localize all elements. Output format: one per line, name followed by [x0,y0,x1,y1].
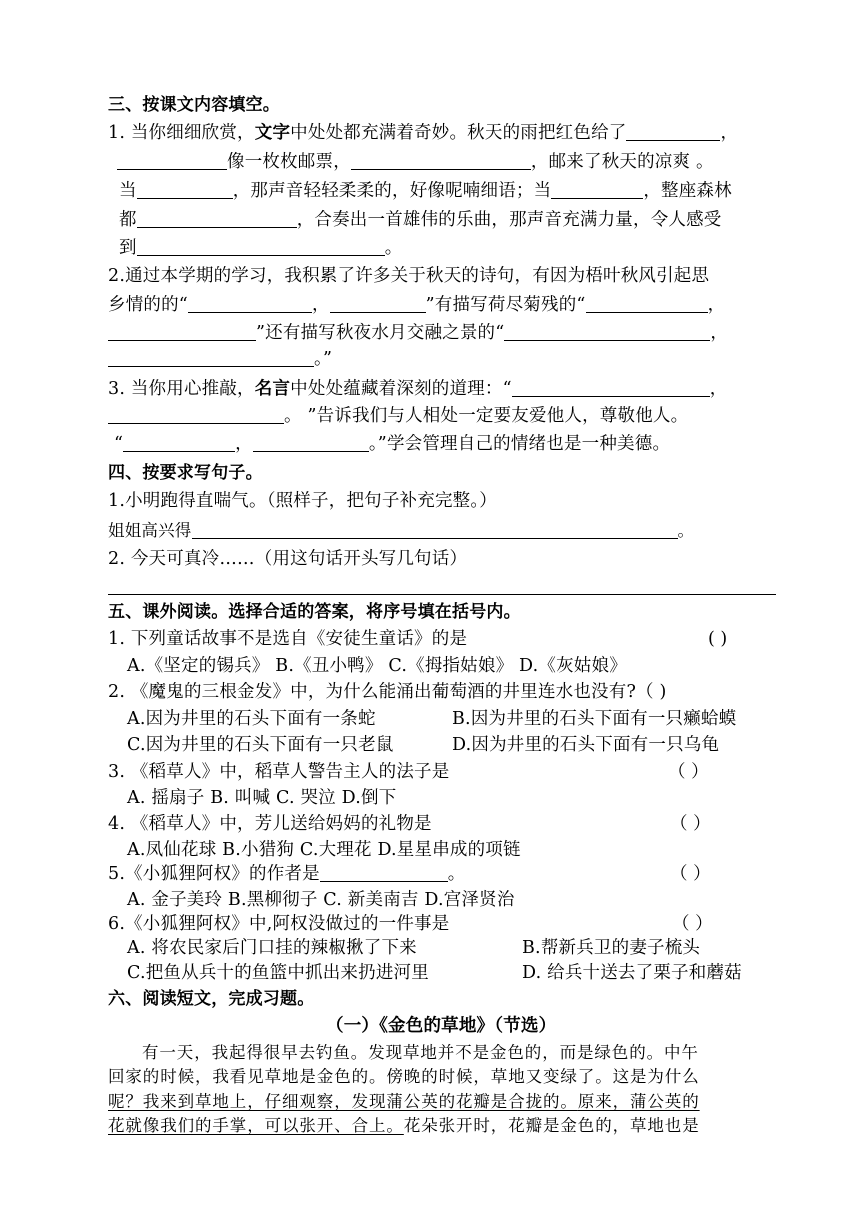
s5-q5 [108,861,466,887]
blank[interactable] [137,180,233,199]
s3-q1-line3 [119,178,732,204]
s5-q2-option-b: B.因为井里的石头下面有一只癞蛤蟆 [452,709,737,729]
s5-q3: 3. 《稻草人》中，稻草人警告主人的法子是 [108,762,450,782]
s5-q2-option-a: A.因为井里的石头下面有一条蛇 [127,709,376,729]
blank[interactable] [351,151,531,170]
text: 。” [314,349,333,369]
blank[interactable] [192,520,678,539]
text: 。”学会管理自己的情绪也是一种美德。 [368,434,671,454]
s4-q2: 2. 今天可真冷……（用这句话开头写几句话） [108,549,468,569]
s5-q4-options: A.凤仙花球 B.小猎狗 C.大理花 D.星星串成的项链 [127,840,521,860]
blank[interactable] [253,433,369,452]
section-3-heading: 三、按课文内容填空。 [108,95,280,115]
s3-q3-line3 [114,431,670,457]
s3-q2-line3 [108,320,728,346]
text: ，整座森林 [643,181,732,201]
s3-q1-line2 [117,149,714,175]
s3-q2-line1: 2.通过本学期的学习，我积累了许多关于秋天的诗句，有因为梧叶秋风引起思 [108,266,710,286]
text: 都 [119,210,137,230]
blank[interactable] [117,151,227,170]
passage-line-4 [108,1113,700,1139]
text: 像一枚枚邮票， [227,152,351,172]
blank[interactable] [512,378,710,397]
section-5-heading: 五、课外阅读。选择合适的答案，将序号填在括号内。 [108,602,521,622]
s5-q1: 1. 下列童话故事不是选自《安徒生童话》的是 [108,629,468,649]
s5-q6-option-b: B.帮新兵卫的妻子梳头 [522,938,701,958]
text: 姐姐高兴得 [108,521,192,540]
s4-q1-answer [108,518,694,544]
s5-q5-options: A. 金子美玲 B.黑柳彻子 C. 新美南吉 D.宫泽贤治 [127,890,515,910]
passage-title: （一）《金色的草地》（节选） [326,1016,557,1036]
text: 5.《小狐狸阿权》的作者是 [108,864,320,884]
s5-q2: 2. 《魔鬼的三根金发》中，为什么能涌出葡萄酒的井里连水也没有?（ ) [108,682,667,702]
text: ， [709,379,728,399]
answer-paren[interactable]: （ ） [668,762,709,782]
text: 3. 当你用心推敲， [108,379,255,399]
blank[interactable] [188,294,312,313]
s3-q3-line2 [108,403,688,429]
blank[interactable] [551,180,643,199]
s3-q3-line1 [108,376,727,402]
s5-q2-option-c: C.因为井里的石头下面有一只老鼠 [127,735,394,755]
s5-q1-options: A.《坚定的锡兵》 B.《丑小鸭》 C.《拇指姑娘》 D.《灰姑娘》 [127,656,627,676]
text: ，邮来了秋天的凉爽 。 [530,152,714,172]
blank[interactable] [330,294,426,313]
s3-q1-line1 [108,120,738,146]
text: ”还有描写秋夜水月交融之景的“ [256,323,505,343]
text: ，那声音轻轻柔柔的，好像呢喃细语；当 [232,181,552,201]
blank[interactable] [108,322,256,341]
blank[interactable] [504,322,710,341]
text: 。 [447,864,466,884]
text: 中处处蕴藏着深刻的道理：“ [290,379,512,399]
text: “ [114,434,124,454]
s5-q6-option-a: A. 将农民家后门口挂的辣椒揪了下来 [127,938,417,958]
blank[interactable] [108,348,314,367]
bold-word: 名言 [254,379,291,399]
passage-line-2: 回家的时候，我看见草地是金色的。傍晚的时候，草地又变绿了。这是为什么 [108,1067,700,1086]
underlined-text: 花就像我们的手掌，可以张开、合上。 [108,1116,404,1135]
answer-paren[interactable]: （ ） [672,914,713,934]
text: ”有描写荷尽菊残的“ [425,295,586,315]
answer-line[interactable] [108,594,776,595]
blank[interactable] [108,405,284,424]
s3-q1-line4 [119,207,722,233]
answer-paren[interactable]: （ ） [670,864,711,884]
text: 呢？我来到草地上，仔细观察，发现蒲公英的花瓣是合拢的。 [108,1092,578,1111]
passage-line-1: 有一天，我起得很早去钓鱼。发现草地并不是金色的，而是绿色的。中午 [142,1043,699,1062]
s3-q2-line2 [108,292,725,318]
blank[interactable] [586,294,708,313]
text: ， [710,323,729,343]
text: 乡情的的“ [108,295,188,315]
text: 当 [119,181,137,201]
underlined-text: 原来，蒲公英的 [577,1092,700,1111]
text: ，合奏出一首雄伟的乐曲，那声音充满力量，令人感受 [296,210,722,230]
s3-q1-line5 [119,235,402,261]
blank[interactable] [137,209,297,228]
blank[interactable] [123,433,235,452]
s5-q6-option-c: C.把鱼从兵十的鱼篮中抓出来扔进河里 [127,963,429,983]
answer-paren[interactable]: （ ） [670,814,711,834]
text: ， [707,295,726,315]
text: 到 [119,238,137,258]
s5-q6: 6.《小狐狸阿权》中,阿权没做过的一件事是 [108,914,450,934]
s4-q1: 1.小明跑得直喘气。（照样子，把句子补充完整。） [108,491,497,511]
text: ， [720,123,739,143]
s5-q6-option-d: D. 给兵十送去了栗子和蘑菇 [522,963,742,983]
text: 1. 当你细细欣赏， [108,123,255,143]
bold-word: 文字 [254,123,291,143]
text: 花朵张开时，花瓣是金色的，草地也是 [403,1116,700,1135]
s5-q2-option-d: D.因为井里的石头下面有一只乌龟 [452,735,720,755]
text: 。 ”告诉我们与人相处一定要友爱他人，尊敬他人。 [284,406,689,426]
s5-q4: 4. 《稻草人》中，芳儿送给妈妈的礼物是 [108,814,432,834]
text: ， [311,295,330,315]
section-6-heading: 六、阅读短文，完成习题。 [108,989,315,1009]
text: 。 [677,521,695,540]
passage-line-3 [108,1089,700,1115]
blank[interactable] [137,237,385,256]
answer-paren[interactable]: ( ) [708,629,728,649]
section-4-heading: 四、按要求写句子。 [108,463,263,483]
text: 中处处都充满着奇妙。秋天的雨把红色给了 [290,123,627,143]
blank[interactable] [626,122,720,141]
text: ， [235,434,253,454]
s5-q3-options: A. 摇扇子 B. 叫喊 C. 哭泣 D.倒下 [127,788,397,808]
text: 。 [384,238,403,258]
blank[interactable] [320,863,448,882]
s3-q2-line4 [108,346,332,372]
